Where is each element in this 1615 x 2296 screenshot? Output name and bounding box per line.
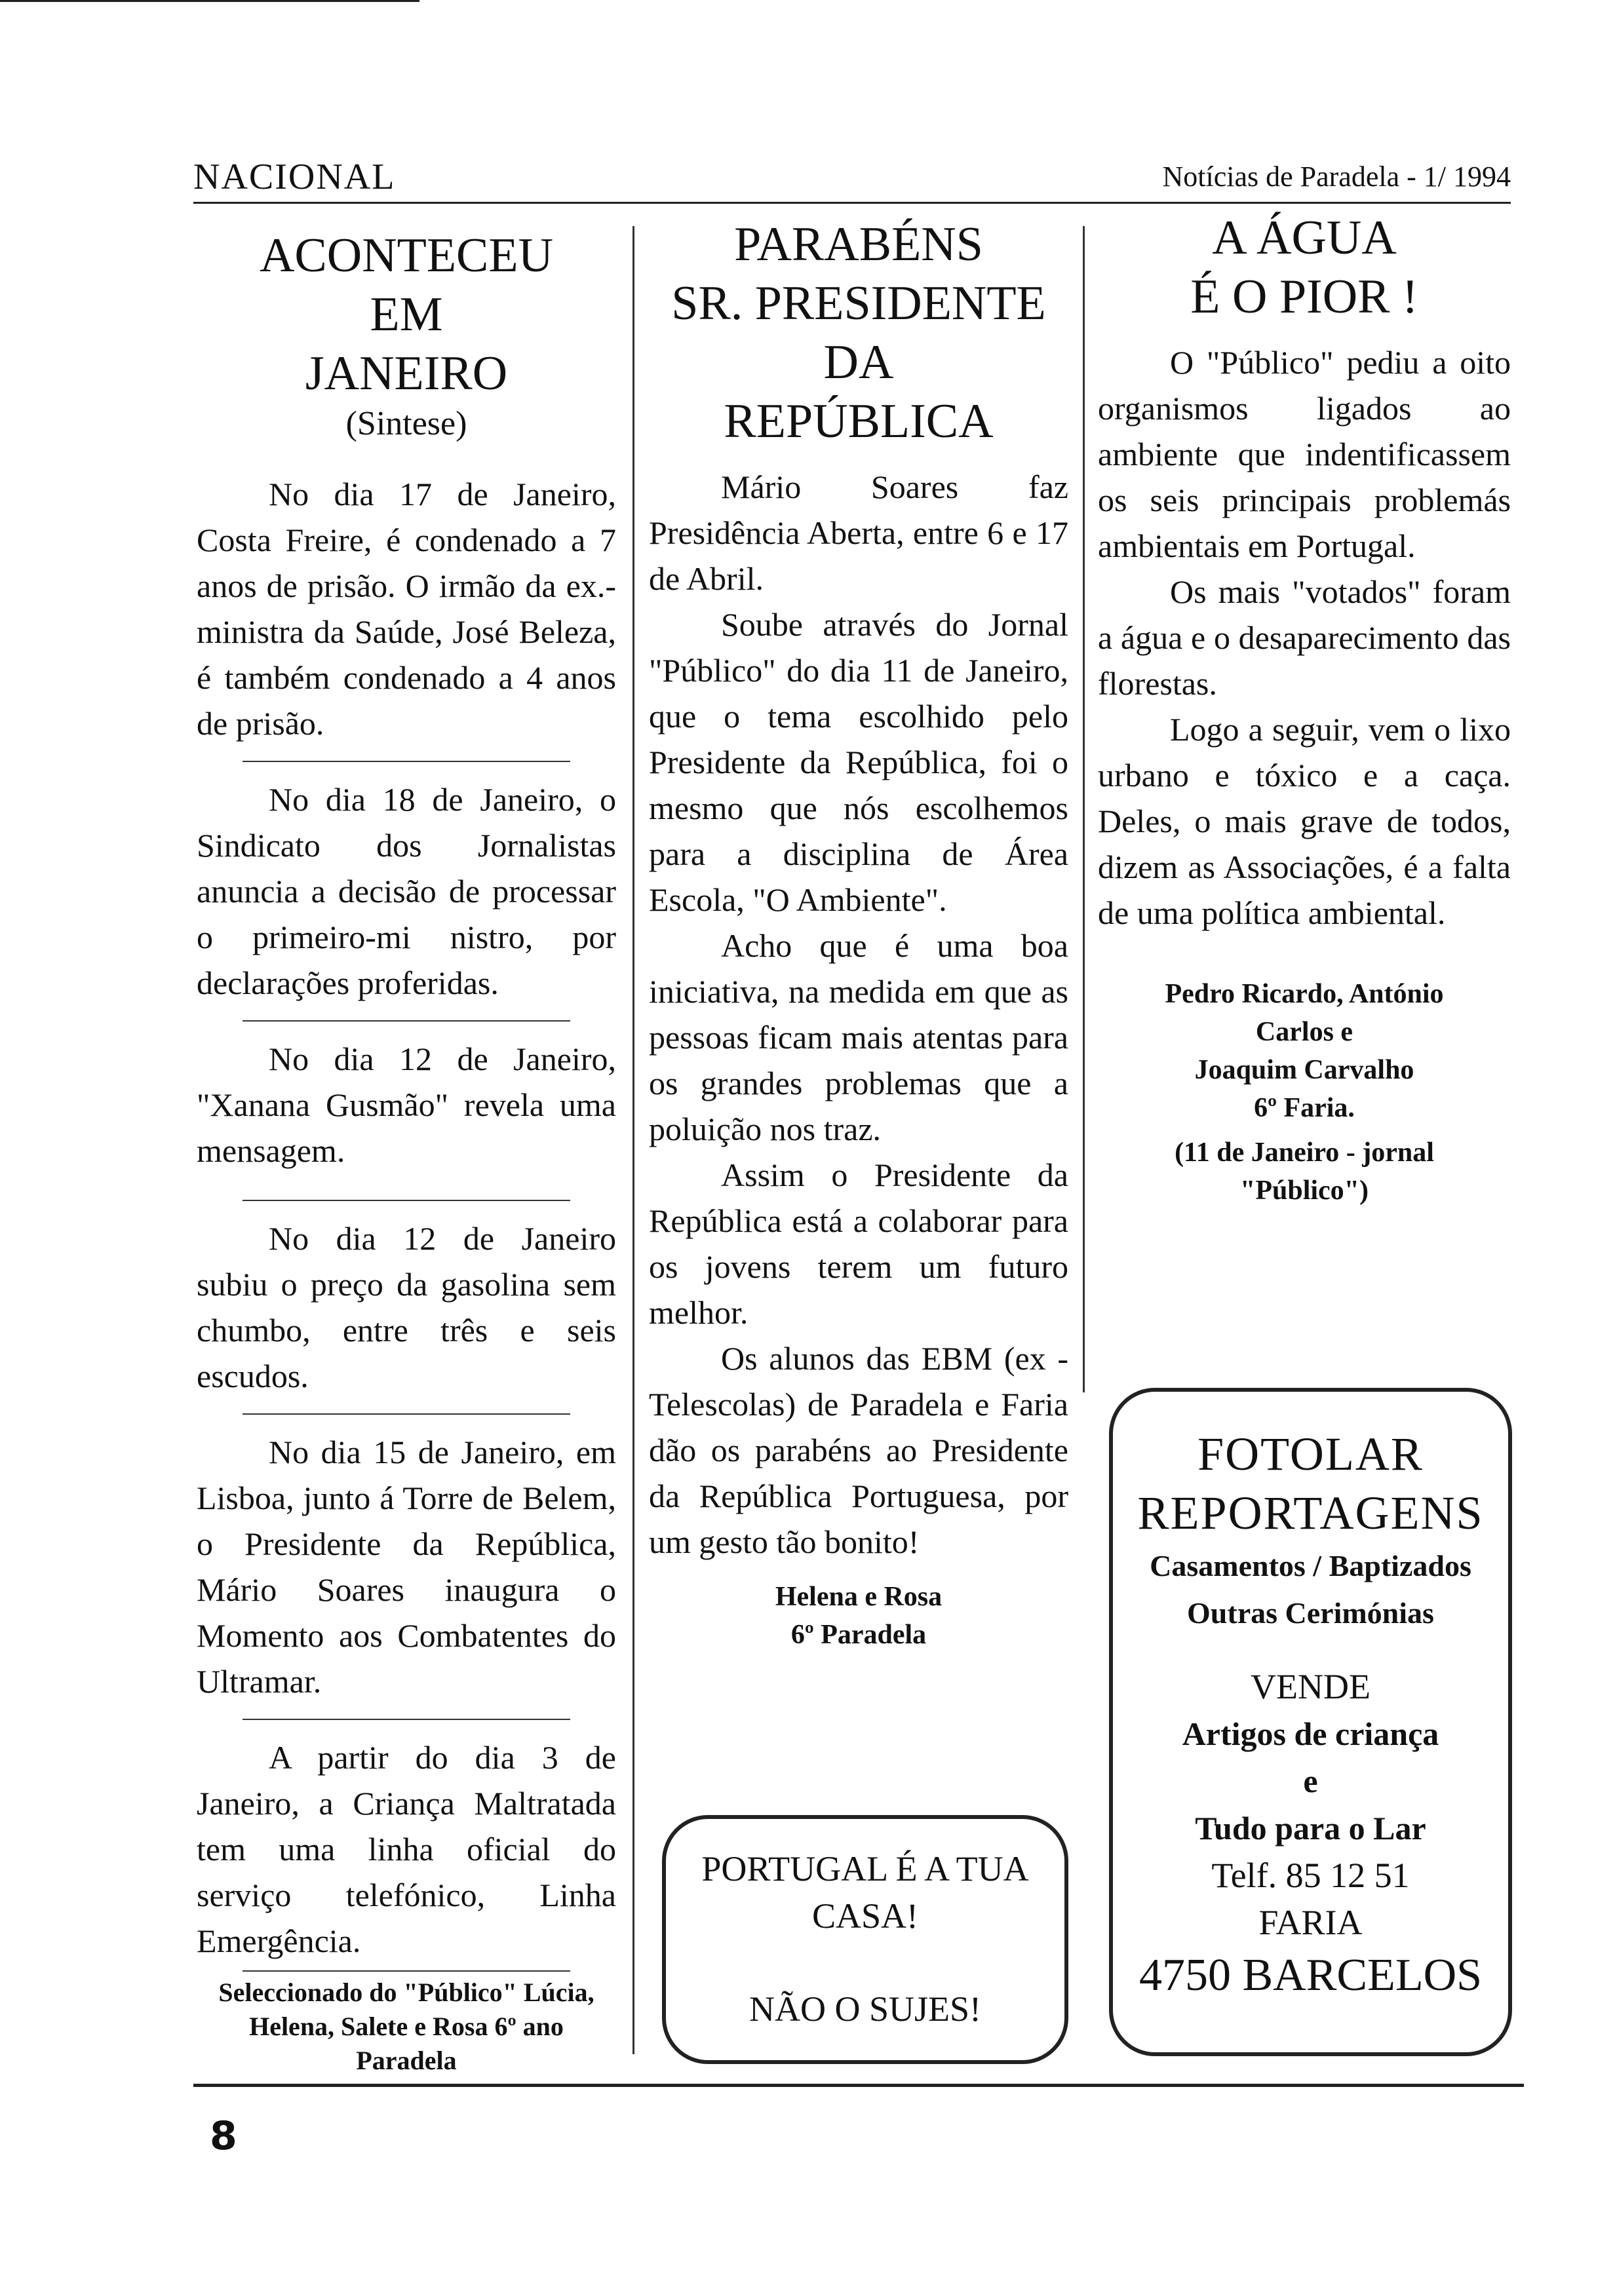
news-item: A partir do dia 3 de Janeiro, a Criança Maltratada tem uma linha oficial do serviço telefónico, Linha Emergência. xyxy=(197,1739,616,1959)
news-item: No dia 12 de Janeiro, "Xanana Gusmão" revela uma mensagem. xyxy=(197,1041,616,1169)
article-paragraph: O "Público" pediu a oito organismos ligados ao ambiente que indentificassem os seis principais problemás ambientais em Portugal. xyxy=(1098,344,1511,564)
article-credit-class: 6º Paradela xyxy=(790,1620,927,1650)
ad-city: 4750 BARCELOS xyxy=(1138,1950,1483,2000)
footer-rule xyxy=(193,2084,1524,2087)
article-headline xyxy=(197,226,616,403)
item-divider xyxy=(243,1200,570,1201)
article-subtitle: (Sintese) xyxy=(345,405,467,442)
news-item: No dia 17 de Janeiro, Costa Freire, é condenado a 7 anos de prisão. O irmão da ex.-ministra da Saúde, José Beleza, é também condenado a 4 anos de prisão. xyxy=(197,476,616,742)
advertisement-box xyxy=(1109,1388,1512,2056)
headline-line: DA xyxy=(823,335,894,389)
column-rule-2 xyxy=(1083,226,1085,1392)
article-paragraph: Os alunos das EBM (ex - Telescolas) de Paradela e Faria dão os parabéns ao Presidente da República Portuguesa, por um gesto tão bonito! xyxy=(649,1340,1068,1560)
headline-line: SR. PRESIDENTE xyxy=(671,277,1046,330)
ad-vende: VENDE xyxy=(1251,1667,1371,1706)
article-credit-name: Helena e Rosa xyxy=(775,1582,943,1612)
section-name: NACIONAL xyxy=(193,157,396,197)
article-parabens xyxy=(649,215,1068,1654)
headline-line: É O PIOR ! xyxy=(1190,270,1418,324)
article-paragraph: Assim o Presidente da República está a colaborar para os jovens terem um futuro melhor. xyxy=(649,1157,1068,1331)
article-credit: Seleccionado do "Público" Lúcia, Helena, Salete e Rosa 6º ano Paradela xyxy=(218,1978,594,2075)
slogan-line: NÃO O SUJES! xyxy=(749,1989,982,2029)
credit-line: 6º Faria. xyxy=(1254,1093,1355,1123)
ad-item: Tudo para o Lar xyxy=(1195,1810,1426,1846)
article-agua xyxy=(1098,208,1511,1210)
news-item: No dia 18 de Janeiro, o Sindicato dos Jornalistas anuncia a decisão de processar o primeiro-mi nistro, por declarações proferidas. xyxy=(197,781,616,1001)
ad-phone: Telf. 85 12 51 xyxy=(1211,1856,1410,1895)
source-line: "Público") xyxy=(1240,1176,1369,1206)
slogan-line: PORTUGAL É A TUA xyxy=(701,1849,1029,1888)
headline-line: REPÚBLICA xyxy=(724,394,994,448)
ad-title: REPORTAGENS xyxy=(1137,1487,1484,1539)
credit-line: Pedro Ricardo, António xyxy=(1165,979,1444,1009)
headline-line: A ÁGUA xyxy=(1212,211,1397,265)
headline-line: ACONTECEU xyxy=(259,229,554,282)
credit-line: Carlos e xyxy=(1255,1017,1353,1047)
article-aconteceu xyxy=(197,226,616,2078)
news-item: No dia 15 de Janeiro, em Lisboa, junto á Torre de Belem, o Presidente da República, Mário Soares inaugura o Momento aos Combatentes do Ultramar. xyxy=(197,1434,616,1700)
article-headline xyxy=(1098,208,1511,326)
column-rule-1 xyxy=(632,226,634,2054)
source-line: (11 de Janeiro - jornal xyxy=(1175,1138,1434,1168)
article-paragraph: Os mais "votados" foram a água e o desaparecimento das florestas. xyxy=(1098,573,1511,702)
issue-label: Notícias de Paradela - 1/ 1994 xyxy=(1162,161,1511,193)
item-divider xyxy=(243,761,570,762)
slogan-line: CASA! xyxy=(811,1896,919,1936)
item-divider xyxy=(243,1719,570,1720)
ad-title: FOTOLAR xyxy=(1197,1428,1424,1480)
article-paragraph: Logo a seguir, vem o lixo urbano e tóxico e a caça. Deles, o mais grave de todos, dizem as Associações, é a falta de uma política ambiental. xyxy=(1098,711,1511,931)
news-item: No dia 12 de Janeiro subiu o preço da gasolina sem chumbo, entre três e seis escudos. xyxy=(197,1220,616,1394)
item-divider xyxy=(243,1413,570,1415)
article-paragraph: Mário Soares faz Presidência Aberta, entre 6 e 17 de Abril. xyxy=(649,469,1068,597)
ad-services: Outras Cerimónias xyxy=(1187,1596,1434,1630)
scan-edge-line xyxy=(0,0,419,2)
header-rule xyxy=(193,202,1511,204)
headline-line: PARABÉNS xyxy=(734,218,983,271)
ad-item-join: e xyxy=(1303,1763,1318,1799)
article-paragraph: Soube através do Jornal "Público" do dia 11 de Janeiro, que o tema escolhido pelo Presidente da República, foi o mesmo que nós escolhemos para a disciplina de Área Escola, "O Ambiente". xyxy=(649,606,1068,918)
article-paragraph: Acho que é uma boa iniciativa, na medida em que as pessoas ficam mais atentas para os grandes problemas que a poluição nos traz. xyxy=(649,927,1068,1147)
item-divider xyxy=(243,1970,570,1972)
ad-place: FARIA xyxy=(1258,1903,1363,1942)
ad-services: Casamentos / Baptizados xyxy=(1150,1549,1471,1582)
page-header xyxy=(193,156,1511,202)
item-divider xyxy=(243,1020,570,1022)
credit-line: Joaquim Carvalho xyxy=(1194,1055,1414,1085)
page-number: 8 xyxy=(210,2113,237,2159)
headline-line: EM xyxy=(370,288,443,341)
article-headline xyxy=(649,215,1068,451)
ad-item: Artigos de criança xyxy=(1182,1715,1439,1752)
slogan-box xyxy=(662,1815,1068,2064)
headline-line: JANEIRO xyxy=(305,347,508,400)
